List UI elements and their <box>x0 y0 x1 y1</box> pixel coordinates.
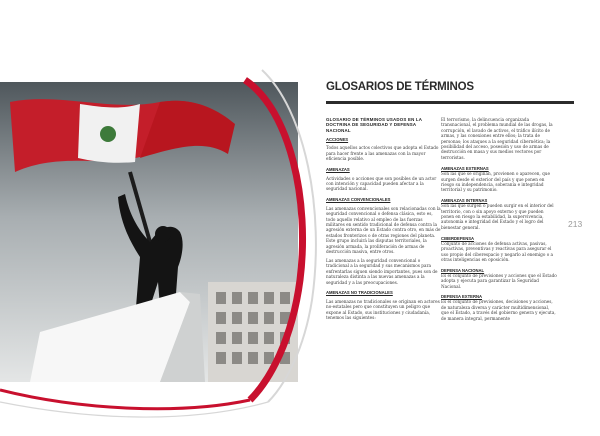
term-title: AMENAZAS EXTERNAS <box>441 166 489 172</box>
term-title: AMENAZAS CONVENCIONALES <box>326 197 391 203</box>
term-definition: Todos aquellos actos colectivos que adopta el Estado para hacer frente a las amenazas con la mayor eficiencia posible. <box>326 145 439 162</box>
term-definition: Es el conjunto de previsiones y acciones que el Estado adopta y ejecuta para garantizar la Seguridad Nacional. <box>441 272 557 289</box>
term-definition: Las amenazas no tradicionales se originan en actores no-estatales pero que constituyen un peligro que expone al Estado, sus instituciones y ciudadanía, tenemos las siguientes: <box>326 299 440 321</box>
glossary-entry <box>326 197 442 285</box>
flag-emblem <box>100 126 116 142</box>
page-title: GLOSARIOS DE TÉRMINOS <box>326 81 474 93</box>
glossary-entry <box>441 268 557 289</box>
term-definition: Son las que surgen o pueden surgir en el interior del territorio, con o sin apoyo externo y que pueden ponen en riesgo la estabilidad, la supervivencia, autonomía e integridad del Estado y el logro del bienestar general. <box>441 203 554 230</box>
glossary-heading: GLOSARIO DE TÉRMINOS USADOS EN LA DOCTRINA DE SEGURIDAD Y DEFENSA NACIONAL <box>326 117 422 133</box>
term-title: DEFENSA NACIONAL <box>441 267 485 273</box>
term-title: DEFENSA EXTERNA <box>441 294 483 300</box>
monument-photo <box>0 82 298 382</box>
intro-paragraph: El terrorismo, la delincuencia organizada transnacional, el problema mundial de las drogas, la corrupción, el lavado de activos, el tráfico ilícito de armas, y las conexiones entre ellos; la trata de personas; los ataques a la seguridad cibernética; la posibilidad del acceso, posesión y uso de armas de destrucción en masa y sus medios vectores por terroristas. <box>441 117 553 160</box>
term-title: ACCIONES <box>326 136 349 142</box>
term-title: AMENAZAS <box>326 167 350 173</box>
page-number: 213 <box>568 219 583 229</box>
glossary-entry <box>441 236 557 263</box>
glossary-entry <box>326 137 442 162</box>
term-definition: Son las que se originan, provienen o aparecen, que surgen desde el exterior del país y que ponen en riesgo su independencia, soberanía e integridad territorial y su patrimonio. <box>441 171 550 193</box>
flag-monument-illustration <box>0 82 298 382</box>
text-column-left <box>326 117 442 326</box>
term-definition: Conjunto de acciones de defensa activas, pasivas, proactivas, preventivas y reactivas para asegurar el uso propio del ciberespacio y negarlo al enemigo o a otras inteligencias en oposición. <box>441 240 554 262</box>
term-definition: Actividades o acciones que son posibles de un actor con intención y capacidad pueden afectar a la seguridad nacional. <box>326 175 437 192</box>
term-definition-continued: Las amenazas a la seguridad convencional o tradicional a la seguridad y sus mecanismos para enfrentarlas siguen siendo importantes, pues son de naturaleza distinta a las nuevas amenazas a la seguridad y a las preocupaciones. <box>326 258 438 285</box>
glossary-entry <box>441 166 557 193</box>
term-title: AMENAZAS NO TRADICIONALES <box>326 290 393 296</box>
term-title: CIBERDEFENSA <box>441 235 475 241</box>
text-column-right <box>441 117 557 326</box>
glossary-entry <box>441 198 557 230</box>
glossary-entry <box>326 167 442 192</box>
term-definition: Es el conjunto de previsiones, decisiones y acciones, de naturaleza diversa y carácter multidimensional, que el Estado, a través del gobierno genera y ejecuta, de manera integral, permanente <box>441 299 556 321</box>
term-title: AMENAZAS INTERNAS <box>441 198 488 204</box>
glossary-entry <box>326 290 442 320</box>
term-definition: Las amenazas convencionales son relacionadas con la seguridad convencional o defensa clásica, esto es, todo aquello relativo al empleo de las fuerzas militares en sentido tradicional de defensa contra la agresión externa de un Estado contra otro, en más de estados fronterizos o de otras regiones del planeta. Este grupo incluirá las disputas territoriales, la agresión armada, la proliferación de armas de destrucción masiva, entre otros. <box>326 205 441 255</box>
title-rule <box>326 101 574 104</box>
glossary-entry <box>441 294 557 321</box>
